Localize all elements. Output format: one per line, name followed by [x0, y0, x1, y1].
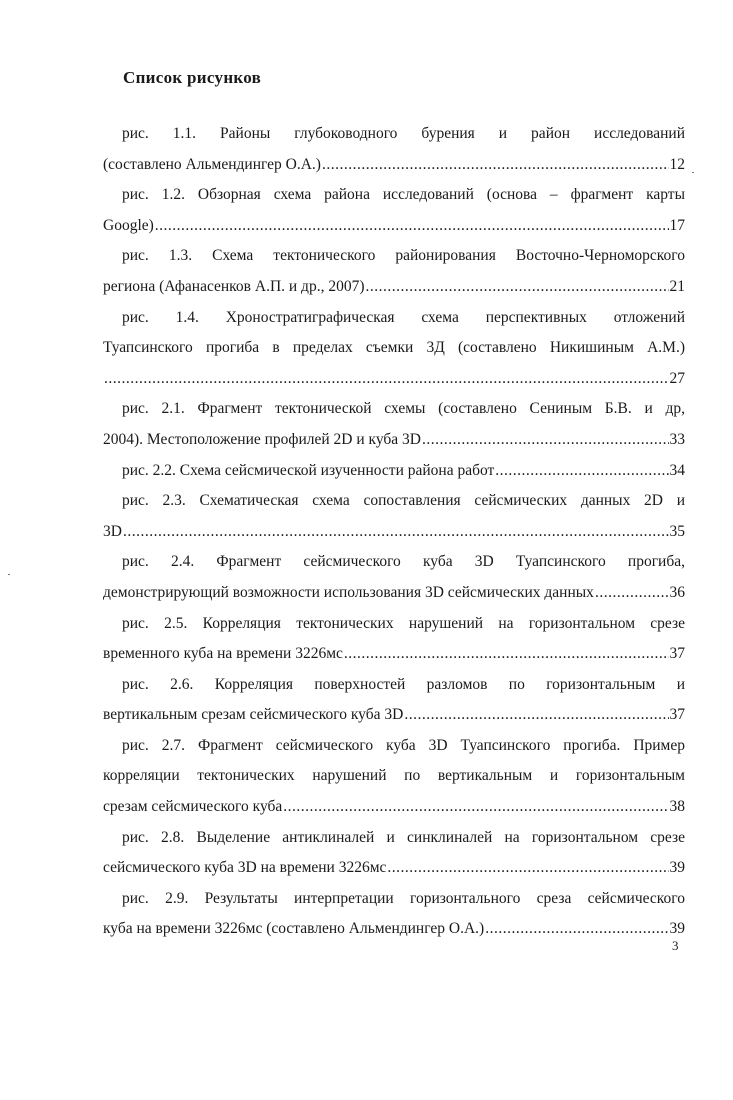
entry-page-number: 34 — [669, 461, 685, 479]
dot-leader — [387, 853, 668, 884]
entry-text: (составлено Альмендингер О.А.) — [103, 155, 321, 173]
entry-text: рис. 2.8. Выделение антиклиналей и синклиналей на горизонтальном срезе — [122, 828, 685, 846]
dot-leader — [404, 700, 668, 731]
figure-entry — [103, 456, 685, 487]
entry-text: рис. 1.1. Районы глубоководного бурения и район исследований — [122, 125, 685, 142]
entry-page-number: 33 — [669, 430, 685, 448]
entry-text: региона (Афанасенков А.П. и др., 2007) — [103, 277, 365, 295]
dot-leader — [422, 425, 669, 456]
entry-text: 2004). Местоположение профилей 2D и куба 3D — [103, 430, 421, 448]
page-title: Список рисунков — [123, 68, 262, 87]
entry-text: рис. 2.3. Схематическая схема сопоставления сейсмических данных 2D и — [122, 492, 685, 510]
figure-entry — [103, 670, 685, 731]
page-number: 3 — [672, 938, 679, 953]
entry-text: рис. 1.4. Хроностратиграфическая схема перспективных отложений — [122, 308, 685, 326]
entry-page-number: 37 — [669, 706, 685, 724]
entry-page-number: 35 — [669, 522, 685, 540]
entry-text: вертикальным срезам сейсмического куба 3D — [103, 706, 404, 724]
entry-text: рис. 2.6. Корреляция поверхностей разломов по горизонтальным и — [122, 675, 685, 693]
entry-text: срезам сейсмического куба — [103, 798, 283, 816]
dot-leader — [485, 914, 668, 945]
entry-text: рис. 1.3. Схема тектонического районирования Восточно-Черноморского — [122, 247, 685, 265]
entry-text: рис. 2.2. Схема сейсмической изученности района работ — [122, 461, 495, 479]
entry-page-number: 38 — [669, 798, 685, 816]
figure-entry — [103, 241, 685, 302]
entry-text: Туапсинского прогиба в пределах съемки 3Д (составлено Никишиным А.М.) — [103, 339, 685, 357]
entry-page-number: 39 — [669, 859, 685, 877]
entry-text: временного куба на времени 3226мс — [103, 645, 343, 663]
figure-entry — [103, 180, 685, 241]
dot-leader — [495, 456, 668, 487]
dot-leader — [155, 211, 669, 242]
entry-text: рис. 1.2. Обзорная схема района исследований (основа – фрагмент карты — [122, 186, 685, 204]
figure-entry — [103, 547, 685, 608]
entry-text: куба на времени 3226мс (составлено Альмендингер О.А.) — [103, 920, 485, 938]
figure-entry — [103, 731, 685, 823]
entry-page-number: 39 — [669, 920, 685, 938]
dot-leader — [123, 517, 669, 548]
dot-leader — [344, 639, 669, 670]
entry-page-number: 27 — [669, 369, 685, 387]
scan-speck — [8, 574, 10, 575]
entry-text: рис. 2.4. Фрагмент сейсмического куба 3D Туапсинского прогиба, — [122, 553, 685, 571]
entry-page-number: 37 — [669, 645, 685, 663]
entry-page-number: 21 — [669, 277, 685, 295]
entry-text: сейсмического куба 3D на времени 3226мс — [103, 859, 387, 877]
entry-text: рис. 2.5. Корреляция тектонических нарушений на горизонтальном срезе — [122, 614, 685, 632]
figure-entry — [103, 303, 685, 395]
dot-leader — [104, 364, 669, 395]
entry-page-number: 17 — [669, 216, 685, 234]
figure-entry — [103, 609, 685, 670]
figure-entry — [103, 394, 685, 455]
figure-entry — [103, 884, 685, 945]
dot-leader — [283, 792, 668, 823]
figure-entry — [103, 823, 685, 884]
dot-leader — [365, 272, 668, 303]
entry-page-number: 12 — [669, 155, 685, 173]
entry-text: рис. 2.7. Фрагмент сейсмического куба 3D Туапсинского прогиба. Пример — [122, 736, 685, 754]
figure-list — [103, 119, 685, 945]
figure-entry — [103, 486, 685, 547]
entry-text: демонстрирующий возможности использования 3D сейсмических данных — [103, 583, 594, 601]
dot-leader — [595, 578, 669, 609]
dot-leader — [322, 150, 669, 181]
entry-text: Google) — [103, 216, 154, 234]
entry-text: рис. 2.9. Результаты интерпретации горизонтального среза сейсмического — [122, 889, 685, 907]
scan-speck — [692, 172, 694, 173]
entry-text: 3D — [103, 522, 122, 540]
figure-entry — [103, 119, 685, 180]
entry-page-number: 36 — [669, 583, 685, 601]
entry-text: рис. 2.1. Фрагмент тектонической схемы (составлено Сениным Б.В. и др, — [122, 400, 685, 418]
entry-text: корреляции тектонических нарушений по вертикальным и горизонтальным — [103, 767, 685, 785]
